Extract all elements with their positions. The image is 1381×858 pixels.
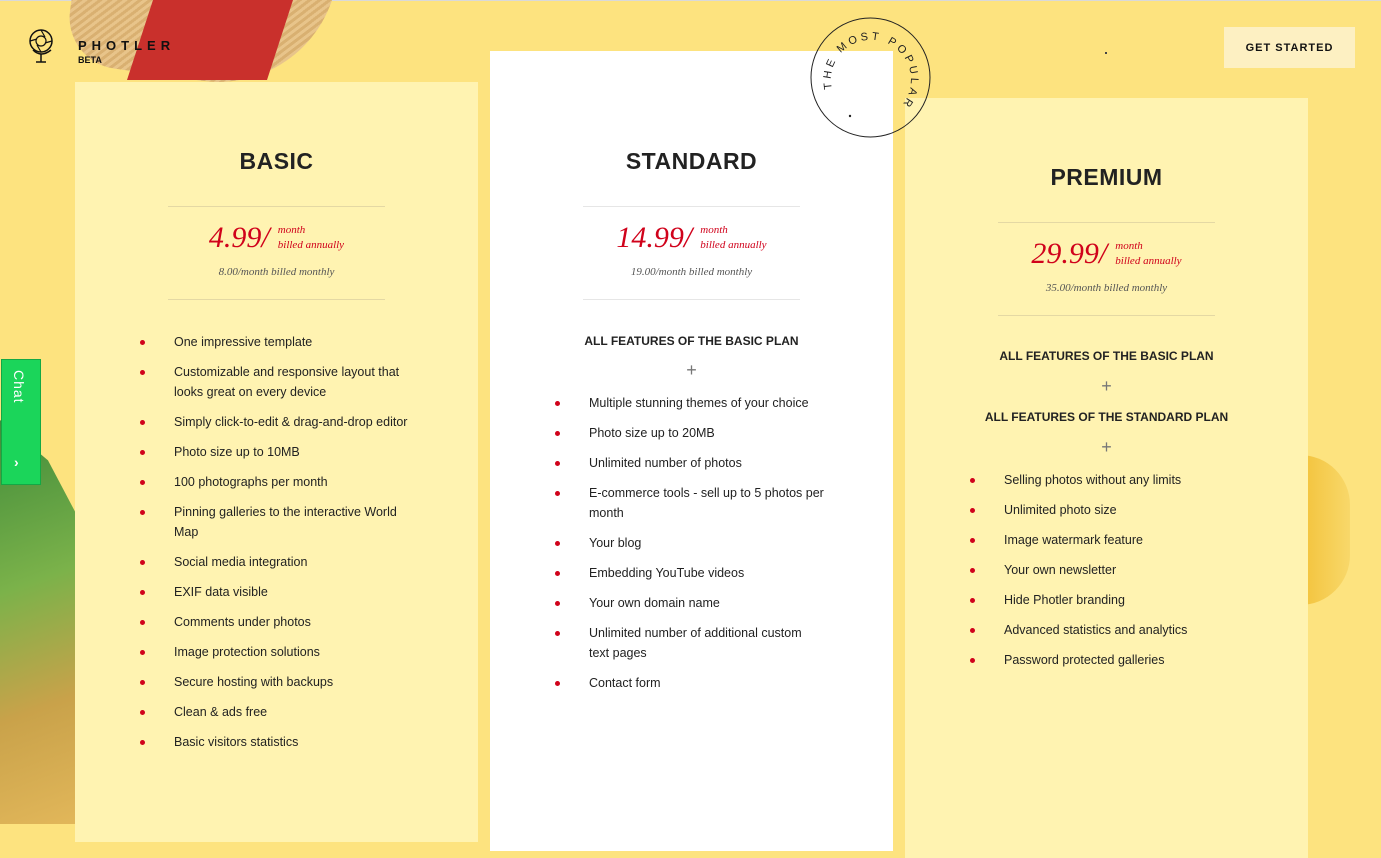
- plan-title: BASIC: [239, 148, 314, 174]
- feature-item: Password protected galleries: [970, 650, 1240, 670]
- feature-item: Your own domain name: [555, 593, 825, 613]
- bullet-icon: [970, 628, 975, 633]
- plan-title: PREMIUM: [1050, 164, 1163, 190]
- bullet-icon: [555, 541, 560, 546]
- bullet-icon: [140, 510, 145, 515]
- plan-card-standard: [490, 51, 893, 851]
- feature-item: Image protection solutions: [140, 642, 410, 662]
- bullet-icon: [140, 450, 145, 455]
- bullet-icon: [555, 631, 560, 636]
- price-billing: billed annually: [700, 239, 767, 251]
- feature-item: Pinning galleries to the interactive World Map: [140, 502, 410, 542]
- feature-item: One impressive template: [140, 332, 410, 352]
- bullet-icon: [970, 598, 975, 603]
- feature-item: Unlimited photo size: [970, 500, 1240, 520]
- includes-basic-label: ALL FEATURES OF THE BASIC PLAN: [999, 349, 1214, 363]
- decor-dot: [1105, 52, 1107, 54]
- price-box: [168, 206, 385, 300]
- feature-list: [555, 393, 825, 703]
- bullet-icon: [555, 601, 560, 606]
- feature-item: Selling photos without any limits: [970, 470, 1240, 490]
- plan-price: 14.99/: [616, 221, 693, 254]
- feature-list: [970, 470, 1240, 680]
- brand-name: PHOTLER: [78, 38, 176, 53]
- plan-price: 4.99/: [208, 221, 270, 254]
- chat-label: Chat: [11, 370, 27, 404]
- svg-text:THE MOST POPULAR: [822, 31, 920, 112]
- bullet-icon: [140, 680, 145, 685]
- bullet-icon: [970, 538, 975, 543]
- feature-item: Unlimited number of additional custom text pages: [555, 623, 825, 663]
- plus-icon: +: [686, 360, 697, 380]
- plan-price: 29.99/: [1031, 237, 1108, 270]
- bullet-icon: [555, 681, 560, 686]
- feature-item: Customizable and responsive layout that looks great on every device: [140, 362, 410, 402]
- price-box: [998, 222, 1215, 316]
- bullet-icon: [140, 590, 145, 595]
- plus-icon: +: [1101, 437, 1112, 457]
- bullet-icon: [970, 568, 975, 573]
- badge-text: THE MOST POPULAR: [821, 30, 921, 112]
- feature-item: Basic visitors statistics: [140, 732, 410, 752]
- feature-item: Your blog: [555, 533, 825, 553]
- includes-basic-label: ALL FEATURES OF THE BASIC PLAN: [584, 334, 799, 348]
- bullet-icon: [140, 480, 145, 485]
- feature-item: Social media integration: [140, 552, 410, 572]
- feature-item: Image watermark feature: [970, 530, 1240, 550]
- plan-card-premium: [905, 98, 1308, 858]
- get-started-button[interactable]: GET STARTED: [1224, 27, 1355, 68]
- bullet-icon: [555, 571, 560, 576]
- feature-item: Contact form: [555, 673, 825, 693]
- price-period: month: [277, 224, 306, 236]
- monthly-price: 8.00/month billed monthly: [218, 266, 335, 278]
- bullet-icon: [555, 491, 560, 496]
- feature-item: Advanced statistics and analytics: [970, 620, 1240, 640]
- feature-list: [140, 332, 410, 762]
- bullet-icon: [140, 560, 145, 565]
- feature-item: Photo size up to 20MB: [555, 423, 825, 443]
- feature-item: Clean & ads free: [140, 702, 410, 722]
- bullet-icon: [555, 431, 560, 436]
- chat-tab[interactable]: [1, 359, 41, 485]
- price-billing: billed annually: [277, 239, 345, 251]
- bullet-icon: [140, 740, 145, 745]
- most-popular-badge: [810, 17, 931, 138]
- feature-item: Unlimited number of photos: [555, 453, 825, 473]
- plus-icon: +: [1101, 376, 1112, 396]
- feature-item: Hide Photler branding: [970, 590, 1240, 610]
- bullet-icon: [140, 370, 145, 375]
- brand-logo[interactable]: [28, 28, 175, 65]
- feature-item: EXIF data visible: [140, 582, 410, 602]
- bullet-icon: [970, 508, 975, 513]
- bullet-icon: [140, 710, 145, 715]
- bullet-icon: [970, 478, 975, 483]
- feature-item: Photo size up to 10MB: [140, 442, 410, 462]
- price-period: month: [1115, 240, 1143, 252]
- monthly-price: 35.00/month billed monthly: [1045, 282, 1168, 294]
- price-box: [583, 206, 800, 300]
- bullet-icon: [555, 401, 560, 406]
- plan-card-basic: [75, 82, 478, 842]
- bullet-icon: [140, 340, 145, 345]
- feature-item: 100 photographs per month: [140, 472, 410, 492]
- feature-item: Simply click-to-edit & drag-and-drop editor: [140, 412, 410, 432]
- feature-item: Comments under photos: [140, 612, 410, 632]
- includes-standard-label: ALL FEATURES OF THE STANDARD PLAN: [984, 410, 1229, 424]
- feature-item: Secure hosting with backups: [140, 672, 410, 692]
- price-period: month: [700, 224, 728, 236]
- bullet-icon: [140, 650, 145, 655]
- plan-title: STANDARD: [625, 148, 758, 174]
- feature-item: E-commerce tools - sell up to 5 photos per month: [555, 483, 825, 523]
- bullet-icon: [140, 620, 145, 625]
- chevron-right-icon: ›: [14, 454, 19, 470]
- feature-item: Embedding YouTube videos: [555, 563, 825, 583]
- feature-item: Your own newsletter: [970, 560, 1240, 580]
- bullet-icon: [555, 461, 560, 466]
- monthly-price: 19.00/month billed monthly: [630, 266, 753, 278]
- beta-label: BETA: [78, 55, 102, 65]
- bullet-icon: [140, 420, 145, 425]
- price-billing: billed annually: [1115, 255, 1182, 267]
- feature-item: Multiple stunning themes of your choice: [555, 393, 825, 413]
- aperture-globe-icon: [28, 28, 56, 64]
- bullet-icon: [970, 658, 975, 663]
